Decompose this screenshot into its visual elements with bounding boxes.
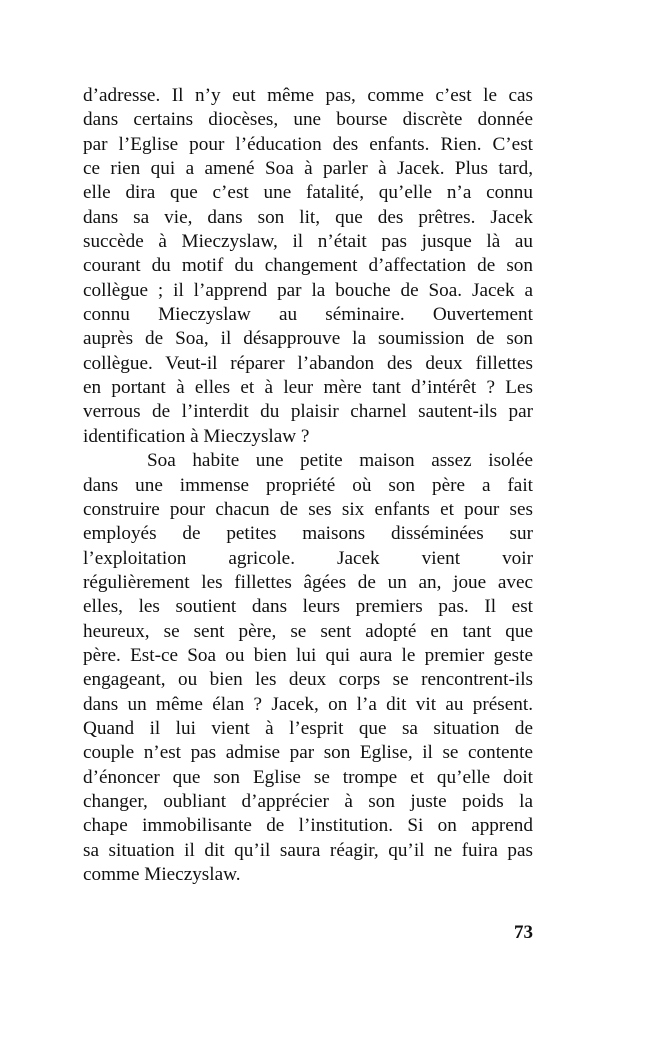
- text-line: couple n’est pas admise par son Eglise, il se contente: [83, 742, 533, 764]
- text-line: l’exploitation agricole. Jacek vient voir: [83, 547, 533, 569]
- text-line: dans sa vie, dans son lit, que des prêtres. Jacek: [83, 206, 533, 228]
- text-line: auprès de Soa, il désapprouve la soumission de son: [83, 328, 533, 350]
- text-line: changer, oubliant d’apprécier à son juste poids la: [83, 790, 533, 812]
- text-line: employés de petites maisons disséminées sur: [83, 523, 533, 545]
- text-line: dans une immense propriété où son père a fait: [83, 474, 533, 496]
- text-line: père. Est-ce Soa ou bien lui qui aura le premier geste: [83, 644, 533, 666]
- text-line: Quand il lui vient à l’esprit que sa situation de: [83, 717, 533, 739]
- text-line: chape immobilisante de l’institution. Si on apprend: [83, 815, 533, 837]
- text-line: d’adresse. Il n’y eut même pas, comme c’est le cas: [83, 85, 533, 106]
- page-body: [83, 84, 533, 887]
- text-line: connu Mieczyslaw au séminaire. Ouvertement: [83, 304, 533, 326]
- text-line: ce rien qui a amené Soa à parler à Jacek. Plus tard,: [83, 158, 533, 180]
- text-line: collègue. Veut-il réparer l’abandon des deux fillettes: [83, 352, 533, 374]
- text-line: comme Mieczyslaw.: [83, 864, 241, 885]
- text-line: dans certains diocèses, une bourse discrète donnée: [83, 109, 533, 131]
- text-line: sa situation il dit qu’il saura réagir, qu’il ne fuira pas: [83, 839, 533, 861]
- text-line: succède à Mieczyslaw, il n’était pas jusque là au: [83, 231, 533, 253]
- text-line: elles, les soutient dans leurs premiers pas. Il est: [83, 596, 533, 618]
- text-line: construire pour chacun de ses six enfants et pour ses: [83, 498, 533, 520]
- text-line: Soa habite une petite maison assez isolée: [147, 450, 533, 472]
- text-line: courant du motif du changement d’affectation de son: [83, 255, 533, 277]
- page-number: 73: [514, 922, 533, 943]
- paragraph: [83, 449, 533, 887]
- paragraph: [83, 84, 533, 449]
- text-line: identification à Mieczyslaw ?: [83, 425, 310, 447]
- text-line: d’énoncer que son Eglise se trompe et qu’elle doit: [83, 766, 533, 788]
- text-line: par l’Eglise pour l’éducation des enfants. Rien. C’est: [83, 133, 533, 155]
- text-line: engageant, ou bien les deux corps se rencontrent-ils: [83, 669, 533, 691]
- text-line: verrous de l’interdit du plaisir charnel sautent-ils par: [83, 401, 533, 423]
- text-line: régulièrement les fillettes âgées de un an, joue avec: [83, 571, 533, 593]
- text-line: collègue ; il l’apprend par la bouche de Soa. Jacek a: [83, 279, 533, 301]
- text-line: en portant à elles et à leur mère tant d’intérêt ? Les: [83, 377, 533, 399]
- text-line: heureux, se sent père, se sent adopté en tant que: [83, 620, 533, 642]
- text-line: elle dira que c’est une fatalité, qu’elle n’a connu: [83, 182, 533, 204]
- text-line: dans un même élan ? Jacek, on l’a dit vit au présent.: [83, 693, 533, 715]
